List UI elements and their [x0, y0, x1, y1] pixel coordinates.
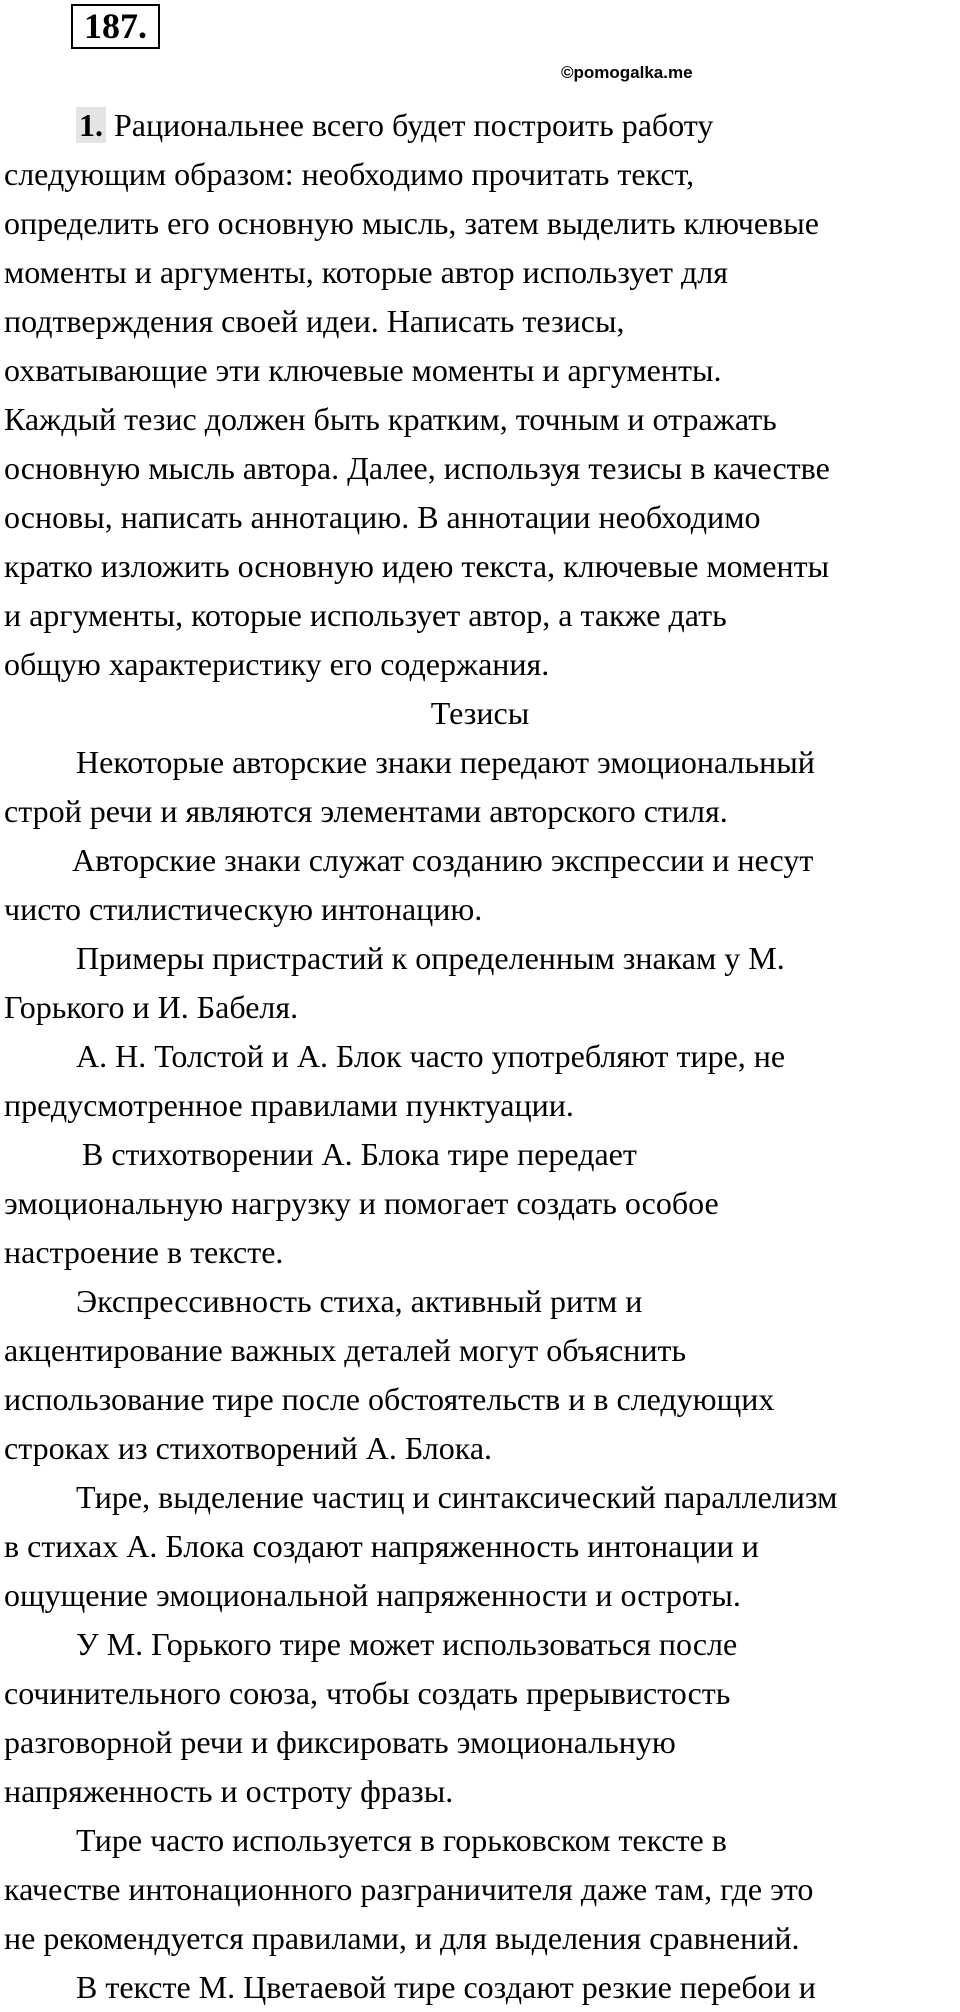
section-heading: Тезисы — [430, 695, 530, 731]
thesis-line: строй речи и являются элементами авторского стиля. — [4, 793, 728, 829]
thesis-line: чисто стилистическую интонацию. — [4, 891, 483, 927]
answer-marker: 1. — [76, 107, 106, 143]
thesis-line: строках из стихотворений А. Блока. — [4, 1430, 493, 1466]
paragraph-line: основы, написать аннотацию. В аннотации необходимо — [4, 499, 761, 535]
paragraph-line: следующим образом: необходимо прочитать текст, — [4, 156, 695, 192]
thesis-line: эмоциональную нагрузку и помогает создать особое — [4, 1185, 719, 1221]
thesis-line: В стихотворении А. Блока тире передает — [82, 1136, 637, 1172]
thesis-line: сочинительного союза, чтобы создать прерывистость — [4, 1675, 731, 1711]
thesis-line: предусмотренное правилами пунктуации. — [4, 1087, 574, 1123]
thesis-line: качестве интонационного разграничителя даже там, где это — [4, 1871, 814, 1907]
paragraph-line: и аргументы, которые использует автор, а также дать — [4, 597, 727, 633]
paragraph-line: подтверждения своей идеи. Написать тезисы, — [4, 303, 625, 339]
answer-text — [0, 101, 960, 2012]
thesis-line: не рекомендуется правилами, и для выделения сравнений. — [4, 1920, 800, 1956]
thesis-line: Примеры пристрастий к определенным знакам у М. — [76, 940, 785, 976]
paragraph-line: общую характеристику его содержания. — [4, 646, 550, 682]
paragraph-line: кратко изложить основную идею текста, ключевые моменты — [4, 548, 830, 584]
task-number-box: 187. — [71, 4, 160, 49]
thesis-line: Тире, выделение частиц и синтаксический параллелизм — [76, 1479, 838, 1515]
paragraph-line: основную мысль автора. Далее, используя тезисы в качестве — [4, 450, 830, 486]
thesis-line: Экспрессивность стиха, активный ритм и — [76, 1283, 643, 1319]
paragraph-line: охватывающие эти ключевые моменты и аргументы. — [4, 352, 722, 388]
thesis-line: Авторские знаки служат созданию экспрессии и несут — [72, 842, 814, 878]
paragraph-line: определить его основную мысль, затем выделить ключевые — [4, 205, 819, 241]
thesis-line: А. Н. Толстой и А. Блок часто употребляют тире, не — [76, 1038, 786, 1074]
paragraph-line: 1. Рациональнее всего будет построить работу — [0, 101, 960, 150]
thesis-line: акцентирование важных деталей могут объяснить — [4, 1332, 687, 1368]
thesis-line: Горького и И. Бабеля. — [4, 989, 299, 1025]
thesis-line: Тире часто используется в горьковском тексте в — [76, 1822, 727, 1858]
thesis-line: ощущение эмоциональной напряженности и остроты. — [4, 1577, 741, 1613]
thesis-line: У М. Горького тире может использоваться после — [76, 1626, 738, 1662]
thesis-line: использование тире после обстоятельств и в следующих — [4, 1381, 775, 1417]
paragraph-line: Каждый тезис должен быть кратким, точным и отражать — [4, 401, 777, 437]
thesis-line: Некоторые авторские знаки передают эмоциональный — [76, 744, 815, 780]
thesis-line: разговорной речи и фиксировать эмоциональную — [4, 1724, 676, 1760]
thesis-line: настроение в тексте. — [4, 1234, 284, 1270]
thesis-line: напряженность и остроту фразы. — [4, 1773, 454, 1809]
thesis-line: в стихах А. Блока создают напряженность интонации и — [4, 1528, 759, 1564]
thesis-line: В тексте М. Цветаевой тире создают резкие перебои и — [76, 1969, 816, 2005]
watermark: ©pomogalka.me — [561, 63, 693, 82]
paragraph-line: моменты и аргументы, которые автор использует для — [4, 254, 728, 290]
